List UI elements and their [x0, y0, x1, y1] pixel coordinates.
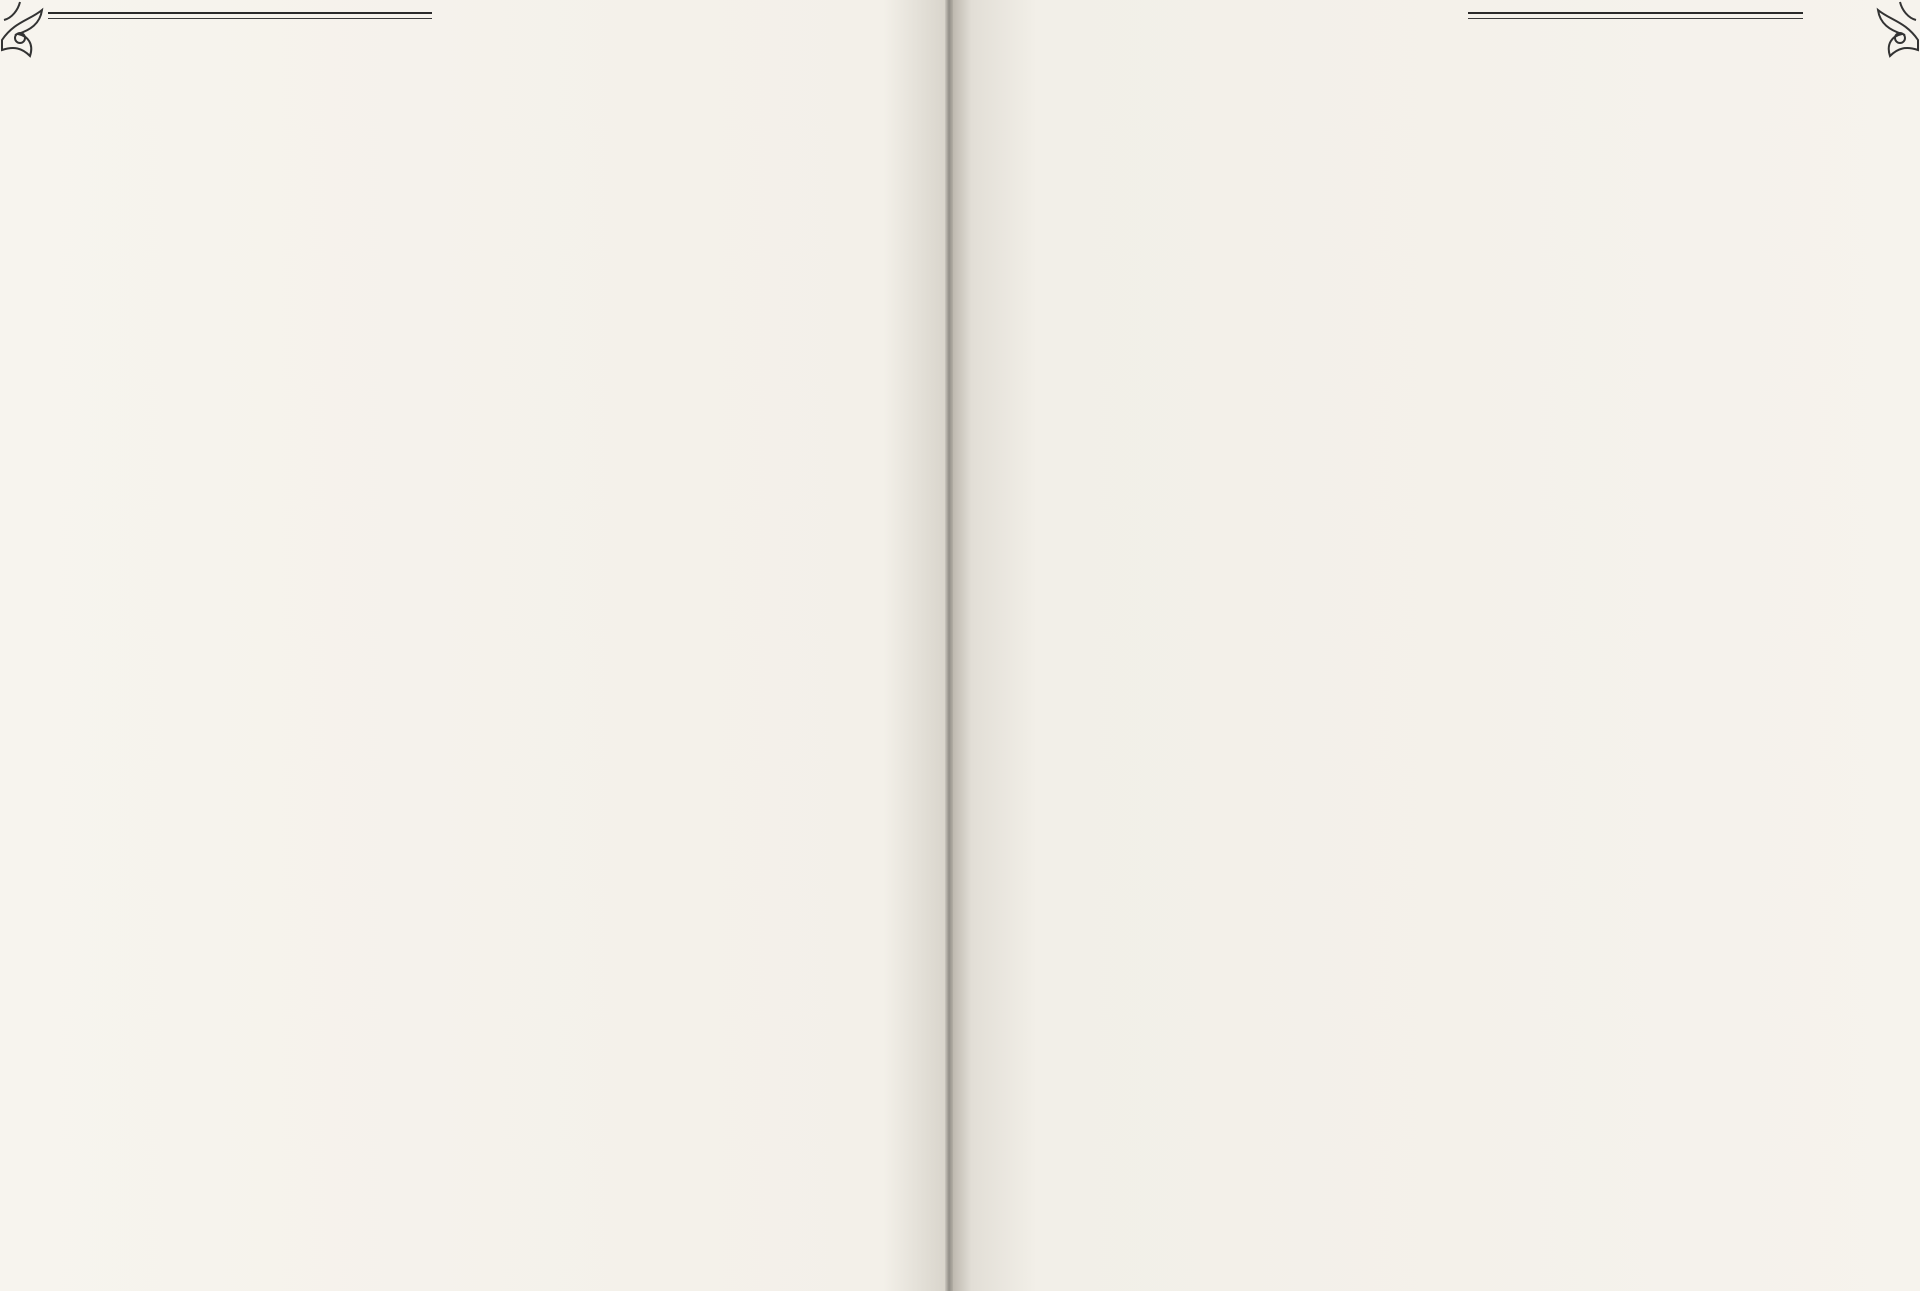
- right-toc: [953, 0, 1920, 1291]
- left-page: [0, 0, 945, 1291]
- right-page: [953, 0, 1920, 1291]
- book-gutter: [945, 0, 953, 1291]
- left-toc: [0, 0, 945, 1291]
